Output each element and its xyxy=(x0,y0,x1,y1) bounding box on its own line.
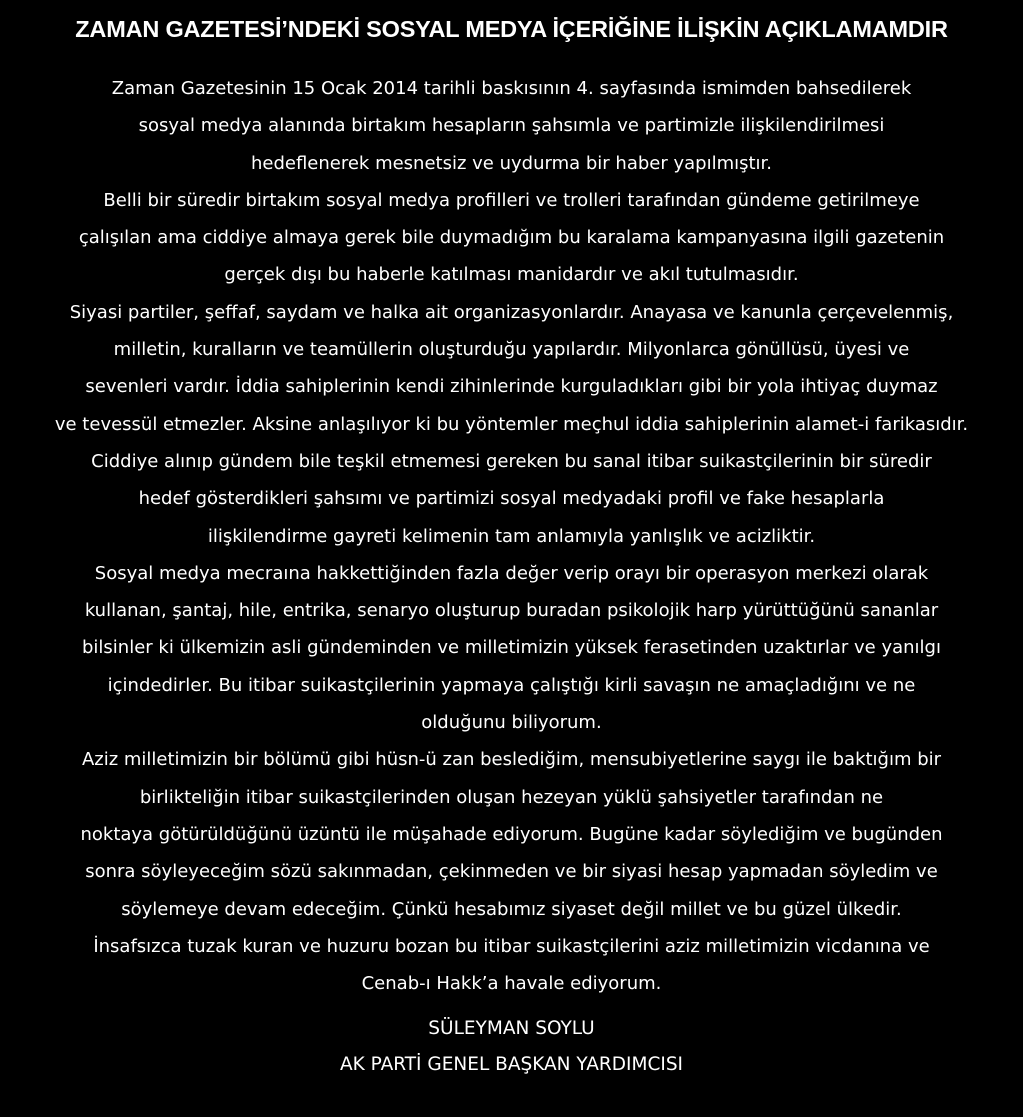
body-line: söylemeye devam edeceğim. Çünkü hesabımız siyaset değil millet ve bu güzel ülkedir. xyxy=(121,898,902,920)
body-line: noktaya götürüldüğünü üzüntü ile müşahade ediyorum. Bugüne kadar söylediğim ve bugünden xyxy=(80,823,943,845)
signature-block xyxy=(0,1014,1023,1086)
body-line: hedeflenerek mesnetsiz ve uydurma bir haber yapılmıştır. xyxy=(250,152,773,174)
body-line: ve tevessül etmezler. Aksine anlaşılıyor ki bu yöntemler meçhul iddia sahiplerinin alamet-i farikasıdır. xyxy=(54,413,969,435)
statement-title: ZAMAN GAZETESİ’NDEKİ SOSYAL MEDYA İÇERİĞİNE İLİŞKİN AÇIKLAMAMDIR xyxy=(75,16,948,42)
statement-body xyxy=(0,74,1023,1006)
body-line: Aziz milletimizin bir bölümü gibi hüsn-ü zan beslediğim, mensubiyetlerine saygı ile baktığım bir xyxy=(81,749,942,771)
body-line: Sosyal medya mecraına hakkettiğinden fazla değer verip orayı bir operasyon merkezi olarak xyxy=(94,562,929,584)
body-line: sosyal medya alanında birtakım hesapların şahsımla ve partimizle ilişkilendirilmesi xyxy=(138,115,885,137)
signatory-name: SÜLEYMAN SOYLU xyxy=(428,1018,595,1039)
body-line: ilişkilendirme gayreti kelimenin tam anlamıyla yanlışlık ve acizliktir. xyxy=(207,525,816,547)
body-line: Siyasi partiler, şeffaf, saydam ve halka ait organizasyonlardır. Anayasa ve kanunla çerçevelenmiş, xyxy=(69,301,954,323)
body-line: gerçek dışı bu haberle katılması manidardır ve akıl tutulmasıdır. xyxy=(224,264,799,286)
body-line: sonra söyleyeceğim sözü sakınmadan, çekinmeden ve bir siyasi hesap yapmadan söyledim ve xyxy=(85,861,938,883)
body-line: bilsinler ki ülkemizin asli gündeminden ve milletimizin yüksek ferasetinden uzaktırlar ve yanılgı xyxy=(82,637,941,659)
body-line: birlikteliğin itibar suikastçilerinden oluşan hezeyan yüklü şahsiyetler tarafından ne xyxy=(139,786,884,808)
body-line: olduğunu biliyorum. xyxy=(421,712,602,734)
signatory-position: AK PARTİ GENEL BAŞKAN YARDIMCISI xyxy=(339,1054,684,1075)
body-line: kullanan, şantaj, hile, entrika, senaryo oluşturup buradan psikolojik harp yürüttüğünü sananlar xyxy=(84,600,939,622)
body-line: Belli bir süredir birtakım sosyal medya profilleri ve trolleri tarafından gündeme getirilmeye xyxy=(103,189,920,211)
body-line: sevenleri vardır. İddia sahiplerinin kendi zihinlerinde kurguladıkları gibi bir yola ihtiyaç duymaz xyxy=(85,376,938,398)
body-line: Zaman Gazetesinin 15 Ocak 2014 tarihli baskısının 4. sayfasında ismimden bahsedilerek xyxy=(111,78,912,99)
body-line: Ciddiye alınıp gündem bile teşkil etmemesi gereken bu sanal itibar suikastçilerinin bir süredir xyxy=(91,450,932,472)
body-line: İnsafsızca tuzak kuran ve huzuru bozan bu itibar suikastçilerini aziz milletimizin vicdanına ve xyxy=(93,935,930,957)
body-line: içindedirler. Bu itibar suikastçilerinin yapmaya çalıştığı kirli savaşın ne amaçladığını ve ne xyxy=(107,674,916,696)
body-line: milletin, kuralların ve teamüllerin oluşturduğu yapılardır. Milyonlarca gönüllüsü, üyesi ve xyxy=(113,339,910,361)
body-line: Cenab-ı Hakk’a havale ediyorum. xyxy=(361,973,662,995)
body-line: çalışılan ama ciddiye almaya gerek bile duymadığım bu karalama kampanyasına ilgili gazetenin xyxy=(78,227,945,249)
body-line: hedef gösterdikleri şahsımı ve partimizi sosyal medyadaki profil ve fake hesaplarla xyxy=(138,488,885,510)
